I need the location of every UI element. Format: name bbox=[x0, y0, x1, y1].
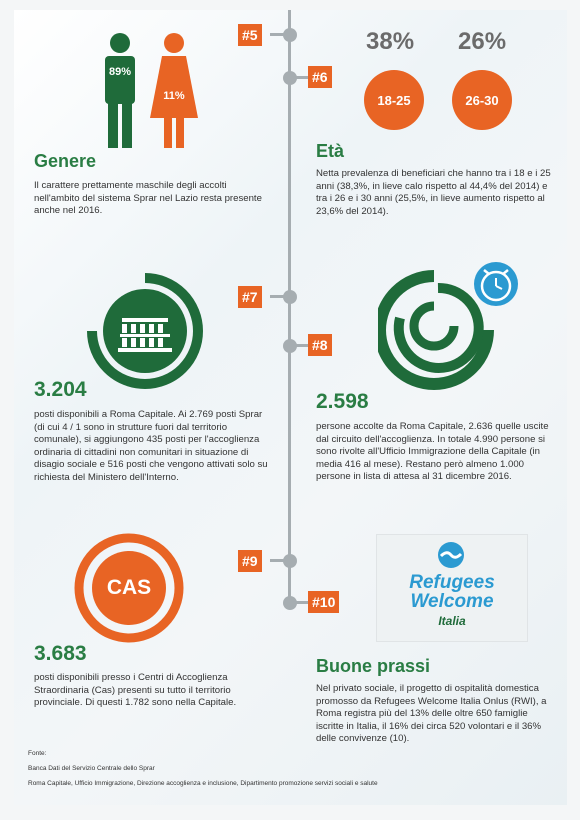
age-pct-1: 38% bbox=[366, 28, 415, 55]
age-title: Età bbox=[316, 141, 345, 161]
logo-word-refugees: Refugees bbox=[409, 572, 495, 593]
buone-prassi-title: Buone prassi bbox=[316, 656, 431, 676]
buone-prassi-text: Nel privato sociale, il progetto di ospitalità domestica promosso da Refugees Welcome Italia Onlus (RWI), a Roma registra più del 13% delle oltre 650 famiglie iscritte in Italia, il 16% dei circa 520 volontari e il 36% delle convivenze (10). bbox=[316, 683, 547, 744]
timeline-node-8 bbox=[283, 339, 297, 353]
persone-text: persone accolte da Roma Capitale, 2.636 quelle uscite dal circuito dell'accoglienza. In totale 4.990 persone si sono rivolte all'Ufficio Immigrazione della Capitale (in media 416 al mese). Restano però almeno 1.000 persone in lista di attesa al 31 dicembre 2016. bbox=[316, 421, 549, 482]
female-percentage: 11% bbox=[163, 90, 185, 102]
timeline-node-5 bbox=[283, 28, 297, 42]
alarm-clock-icon bbox=[474, 262, 518, 306]
tag-8: #8 bbox=[308, 334, 332, 356]
persone-number: 2.598 bbox=[316, 390, 369, 413]
cas-number: 3.683 bbox=[34, 642, 87, 665]
tag-5: #5 bbox=[238, 24, 262, 46]
cas-text: posti disponibili presso i Centri di Accoglienza Straordinaria (Cas) presenti su tutto il territorio provinciale. Di questi 1.782 sono nella Capitale. bbox=[34, 672, 237, 708]
colosseum-badge bbox=[86, 272, 204, 390]
logo-word-welcome: Welcome bbox=[410, 591, 494, 612]
logo-word-italia: Italia bbox=[438, 614, 466, 628]
male-figure-icon bbox=[105, 33, 135, 148]
timeline-node-7 bbox=[283, 290, 297, 304]
gender-title: Genere bbox=[34, 151, 97, 171]
tag-7: #7 bbox=[238, 286, 262, 308]
age-pct-2: 26% bbox=[458, 28, 507, 55]
tag-9: #9 bbox=[238, 550, 262, 572]
age-range-26-30: 26-30 bbox=[452, 70, 512, 130]
male-percentage: 89% bbox=[108, 66, 132, 78]
fonte-label: Fonte: bbox=[28, 750, 47, 757]
timeline-node-9 bbox=[283, 554, 297, 568]
fonte-line-2: Roma Capitale, Ufficio Immigrazione, Direzione accoglienza e inclusione, Dipartimento promozione servizi sociali e salute bbox=[28, 780, 378, 787]
timeline-spine bbox=[288, 10, 291, 600]
infographic-sheet bbox=[14, 10, 567, 805]
tag-6: #6 bbox=[308, 66, 332, 88]
fonte-line-1: Banca Dati del Servizio Centrale dello Sprar bbox=[28, 765, 155, 772]
refugees-welcome-logo bbox=[376, 534, 528, 642]
tag-10: #10 bbox=[308, 591, 339, 613]
posti-number: 3.204 bbox=[34, 378, 87, 401]
cas-badge-label: CAS bbox=[106, 576, 152, 599]
gender-text: Il carattere prettamente maschile degli accolti nell'ambito del sistema Sprar nel Lazio resta presente anche nel 2016. bbox=[34, 180, 262, 216]
handshake-icon bbox=[433, 541, 469, 569]
timeline-node-10 bbox=[283, 596, 297, 610]
age-range-18-25: 18-25 bbox=[364, 70, 424, 130]
age-text: Netta prevalenza di beneficiari che hanno tra i 18 e i 25 anni (38,3%, in lieve calo rispetto al 44,4% del 2014) e tra i 26 e i 30 anni (25,5%, in lieve aumento rispetto al 23,6% del 2014). bbox=[316, 168, 551, 217]
timeline-node-6 bbox=[283, 71, 297, 85]
posti-text: posti disponibili a Roma Capitale. Ai 2.769 posti Sprar (di cui 4 / 1 sono in strutture fuori dal territorio comunale), si aggiungono 435 posti per l'accoglienza ordinaria di cittadini non comunitari in situazione di disagio sociale e 516 posti che vengono attivati solo su richiesta del Ministero dell'Interno. bbox=[34, 409, 268, 483]
clock-badge bbox=[378, 256, 528, 394]
